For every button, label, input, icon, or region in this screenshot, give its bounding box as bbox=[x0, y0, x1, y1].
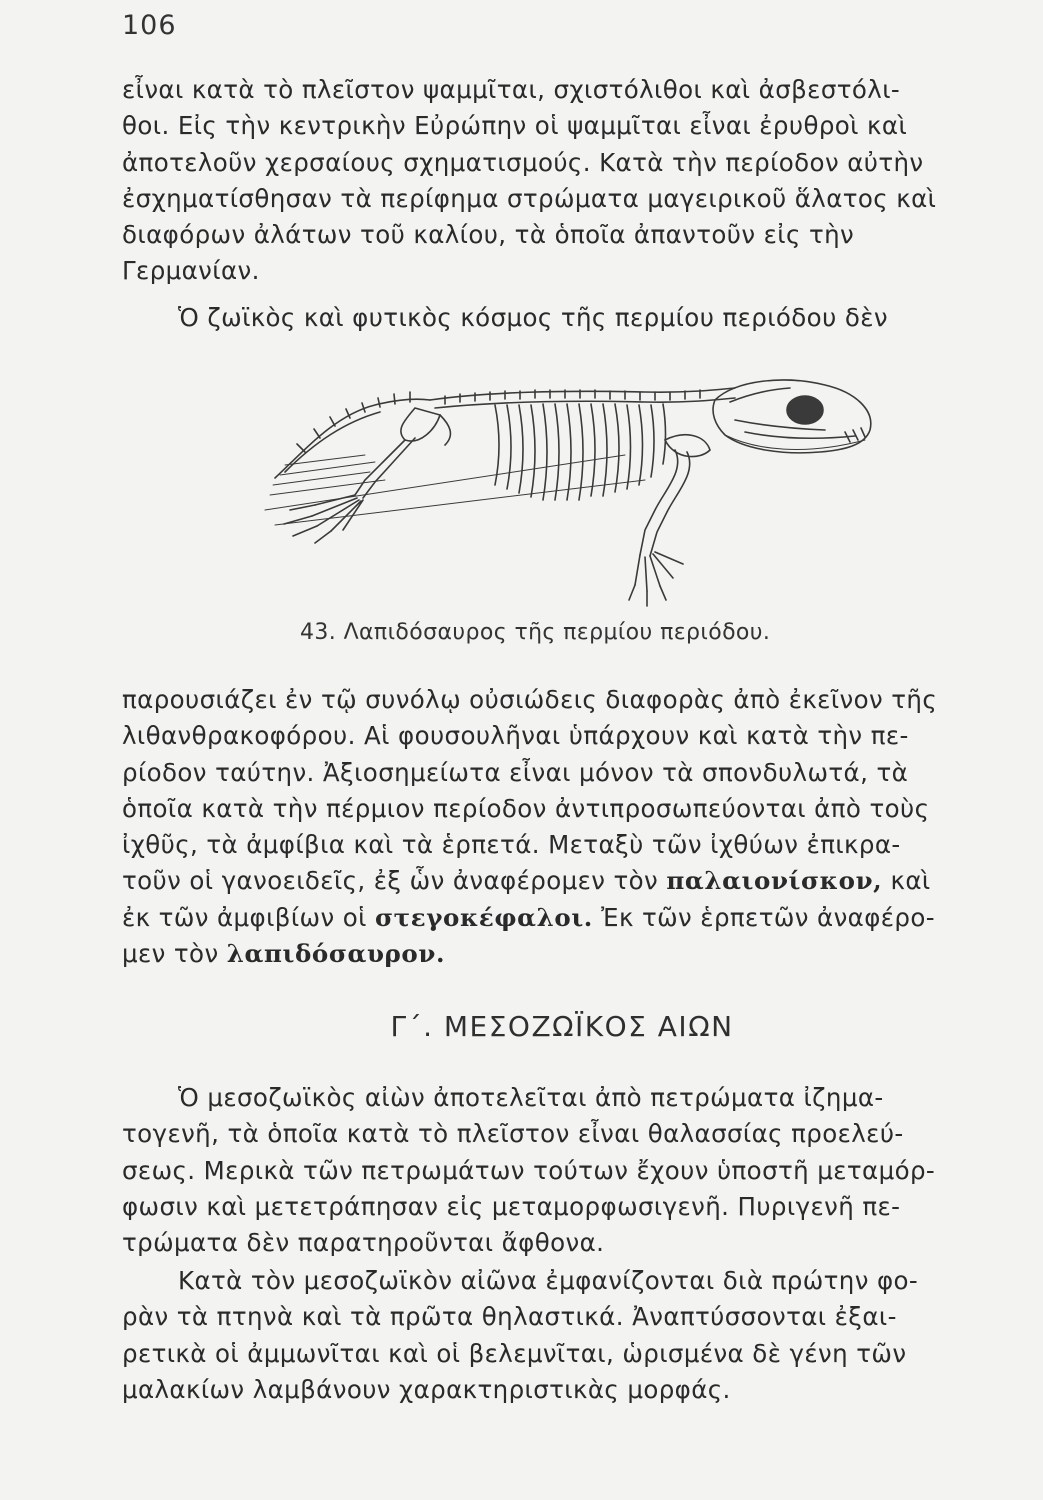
section-heading: Γ΄. ΜΕΣΟΖΩΪΚΟΣ ΑΙΩΝ bbox=[390, 1010, 734, 1043]
text-line: σεως. Μερικὰ τῶν πετρωμάτων τούτων ἔχουν ὑποστῆ μεταμόρ- bbox=[122, 1155, 936, 1185]
lapidosaurus-skeleton-figure bbox=[245, 360, 885, 610]
text-line: ρετικὰ οἱ ἀμμωνῖται καὶ οἱ βελεμνῖται, ὡρισμένα δὲ γένη τῶν bbox=[122, 1338, 907, 1368]
term-stegocephali: στεγοκέφαλοι. bbox=[374, 902, 593, 932]
text-line: ἰχθῦς, τὰ ἀμφίβια καὶ τὰ ἑρπετά. Μεταξὺ τῶν ἰχθύων ἐπικρα- bbox=[122, 830, 901, 860]
paragraph-2-continued bbox=[122, 682, 1002, 972]
text-line: Ὁ μεσοζωϊκὸς αἰὼν ἀποτελεῖται ἀπὸ πετρώματα ἰζημα- bbox=[178, 1083, 884, 1112]
paragraph-4 bbox=[122, 1263, 1002, 1408]
text-line: Κατὰ τὸν μεσοζωϊκὸν αἰῶνα ἐμφανίζονται διὰ πρώτην φο- bbox=[178, 1266, 919, 1295]
term-palaeoniscus: παλαιονίσκον, bbox=[666, 866, 883, 896]
text-line: ὁποῖα κατὰ τὴν πέρμιον περίοδον ἀντιπροσωπεύονται ἀπὸ τοὺς bbox=[122, 793, 930, 823]
figure-caption: 43. Λαπιδόσαυρος τῆς περμίου περιόδου. bbox=[300, 620, 771, 645]
text-line: διαφόρων ἀλάτων τοῦ καλίου, τὰ ὁποῖα ἀπαντοῦν εἰς τὴν bbox=[122, 220, 855, 250]
text-line: φωσιν καὶ μετετράπησαν εἰς μεταμορφωσιγενῆ. Πυριγενῆ πε- bbox=[122, 1191, 901, 1221]
paragraph-2-start bbox=[122, 300, 1002, 336]
skeleton-illustration bbox=[245, 360, 885, 610]
text-line bbox=[122, 900, 1002, 936]
text-line: εἶναι κατὰ τὸ πλεῖστον ψαμμῖται, σχιστόλιθοι καὶ ἀσβεστόλι- bbox=[122, 75, 901, 104]
paragraph-3 bbox=[122, 1080, 1002, 1261]
text-line: τρώματα δὲν παρατηροῦνται ἄφθονα. bbox=[122, 1228, 605, 1258]
text-segment: μεν τὸν bbox=[122, 939, 227, 969]
page-number: 106 bbox=[122, 10, 177, 41]
text-line bbox=[122, 863, 1002, 899]
text-line: Γερμανίαν. bbox=[122, 256, 260, 286]
text-segment: καὶ bbox=[882, 866, 931, 896]
term-lapidosaurus: λαπιδόσαυρον. bbox=[226, 939, 446, 969]
paragraph-1 bbox=[122, 72, 1002, 290]
text-line: ρὰν τὰ πτηνὰ καὶ τὰ πρῶτα θηλαστικά. Ἀναπτύσσονται ἐξαι- bbox=[122, 1302, 897, 1332]
text-line: λιθανθρακοφόρου. Αἱ φουσουλῆναι ὑπάρχουν καὶ κατὰ τὴν πε- bbox=[122, 721, 909, 751]
text-line: Ὁ ζωϊκὸς καὶ φυτικὸς κόσμος τῆς περμίου περιόδου δὲν bbox=[178, 303, 888, 332]
text-segment: ἐκ τῶν ἀμφιβίων οἱ bbox=[122, 902, 375, 932]
text-line: τογενῆ, τὰ ὁποῖα κατὰ τὸ πλεῖστον εἶναι θαλασσίας προελεύ- bbox=[122, 1119, 904, 1149]
text-line: ἐσχηματίσθησαν τὰ περίφημα στρώματα μαγειρικοῦ ἅλατος καὶ bbox=[122, 183, 937, 213]
text-line bbox=[122, 936, 1002, 972]
text-segment: τοῦν οἱ γανοειδεῖς, ἐξ ὧν ἀναφέρομεν τὸν bbox=[122, 866, 667, 896]
text-segment: Ἐκ τῶν ἑρπετῶν ἀναφέρο- bbox=[592, 902, 936, 932]
text-line: μαλακίων λαμβάνουν χαρακτηριστικὰς μορφάς. bbox=[122, 1374, 731, 1404]
text-line: παρουσιάζει ἐν τῷ συνόλῳ οὐσιώδεις διαφορὰς ἀπὸ ἐκεῖνον τῆς bbox=[122, 685, 938, 714]
text-line: ἀποτελοῦν χερσαίους σχηματισμούς. Κατὰ τὴν περίοδον αὐτὴν bbox=[122, 147, 924, 177]
text-line: ρίοδον ταύτην. Ἀξιοσημείωτα εἶναι μόνον τὰ σπονδυλωτά, τὰ bbox=[122, 757, 909, 787]
text-line: θοι. Εἰς τὴν κεντρικὴν Εὐρώπην οἱ ψαμμῖται εἶναι ἐρυθροὶ καὶ bbox=[122, 111, 908, 141]
